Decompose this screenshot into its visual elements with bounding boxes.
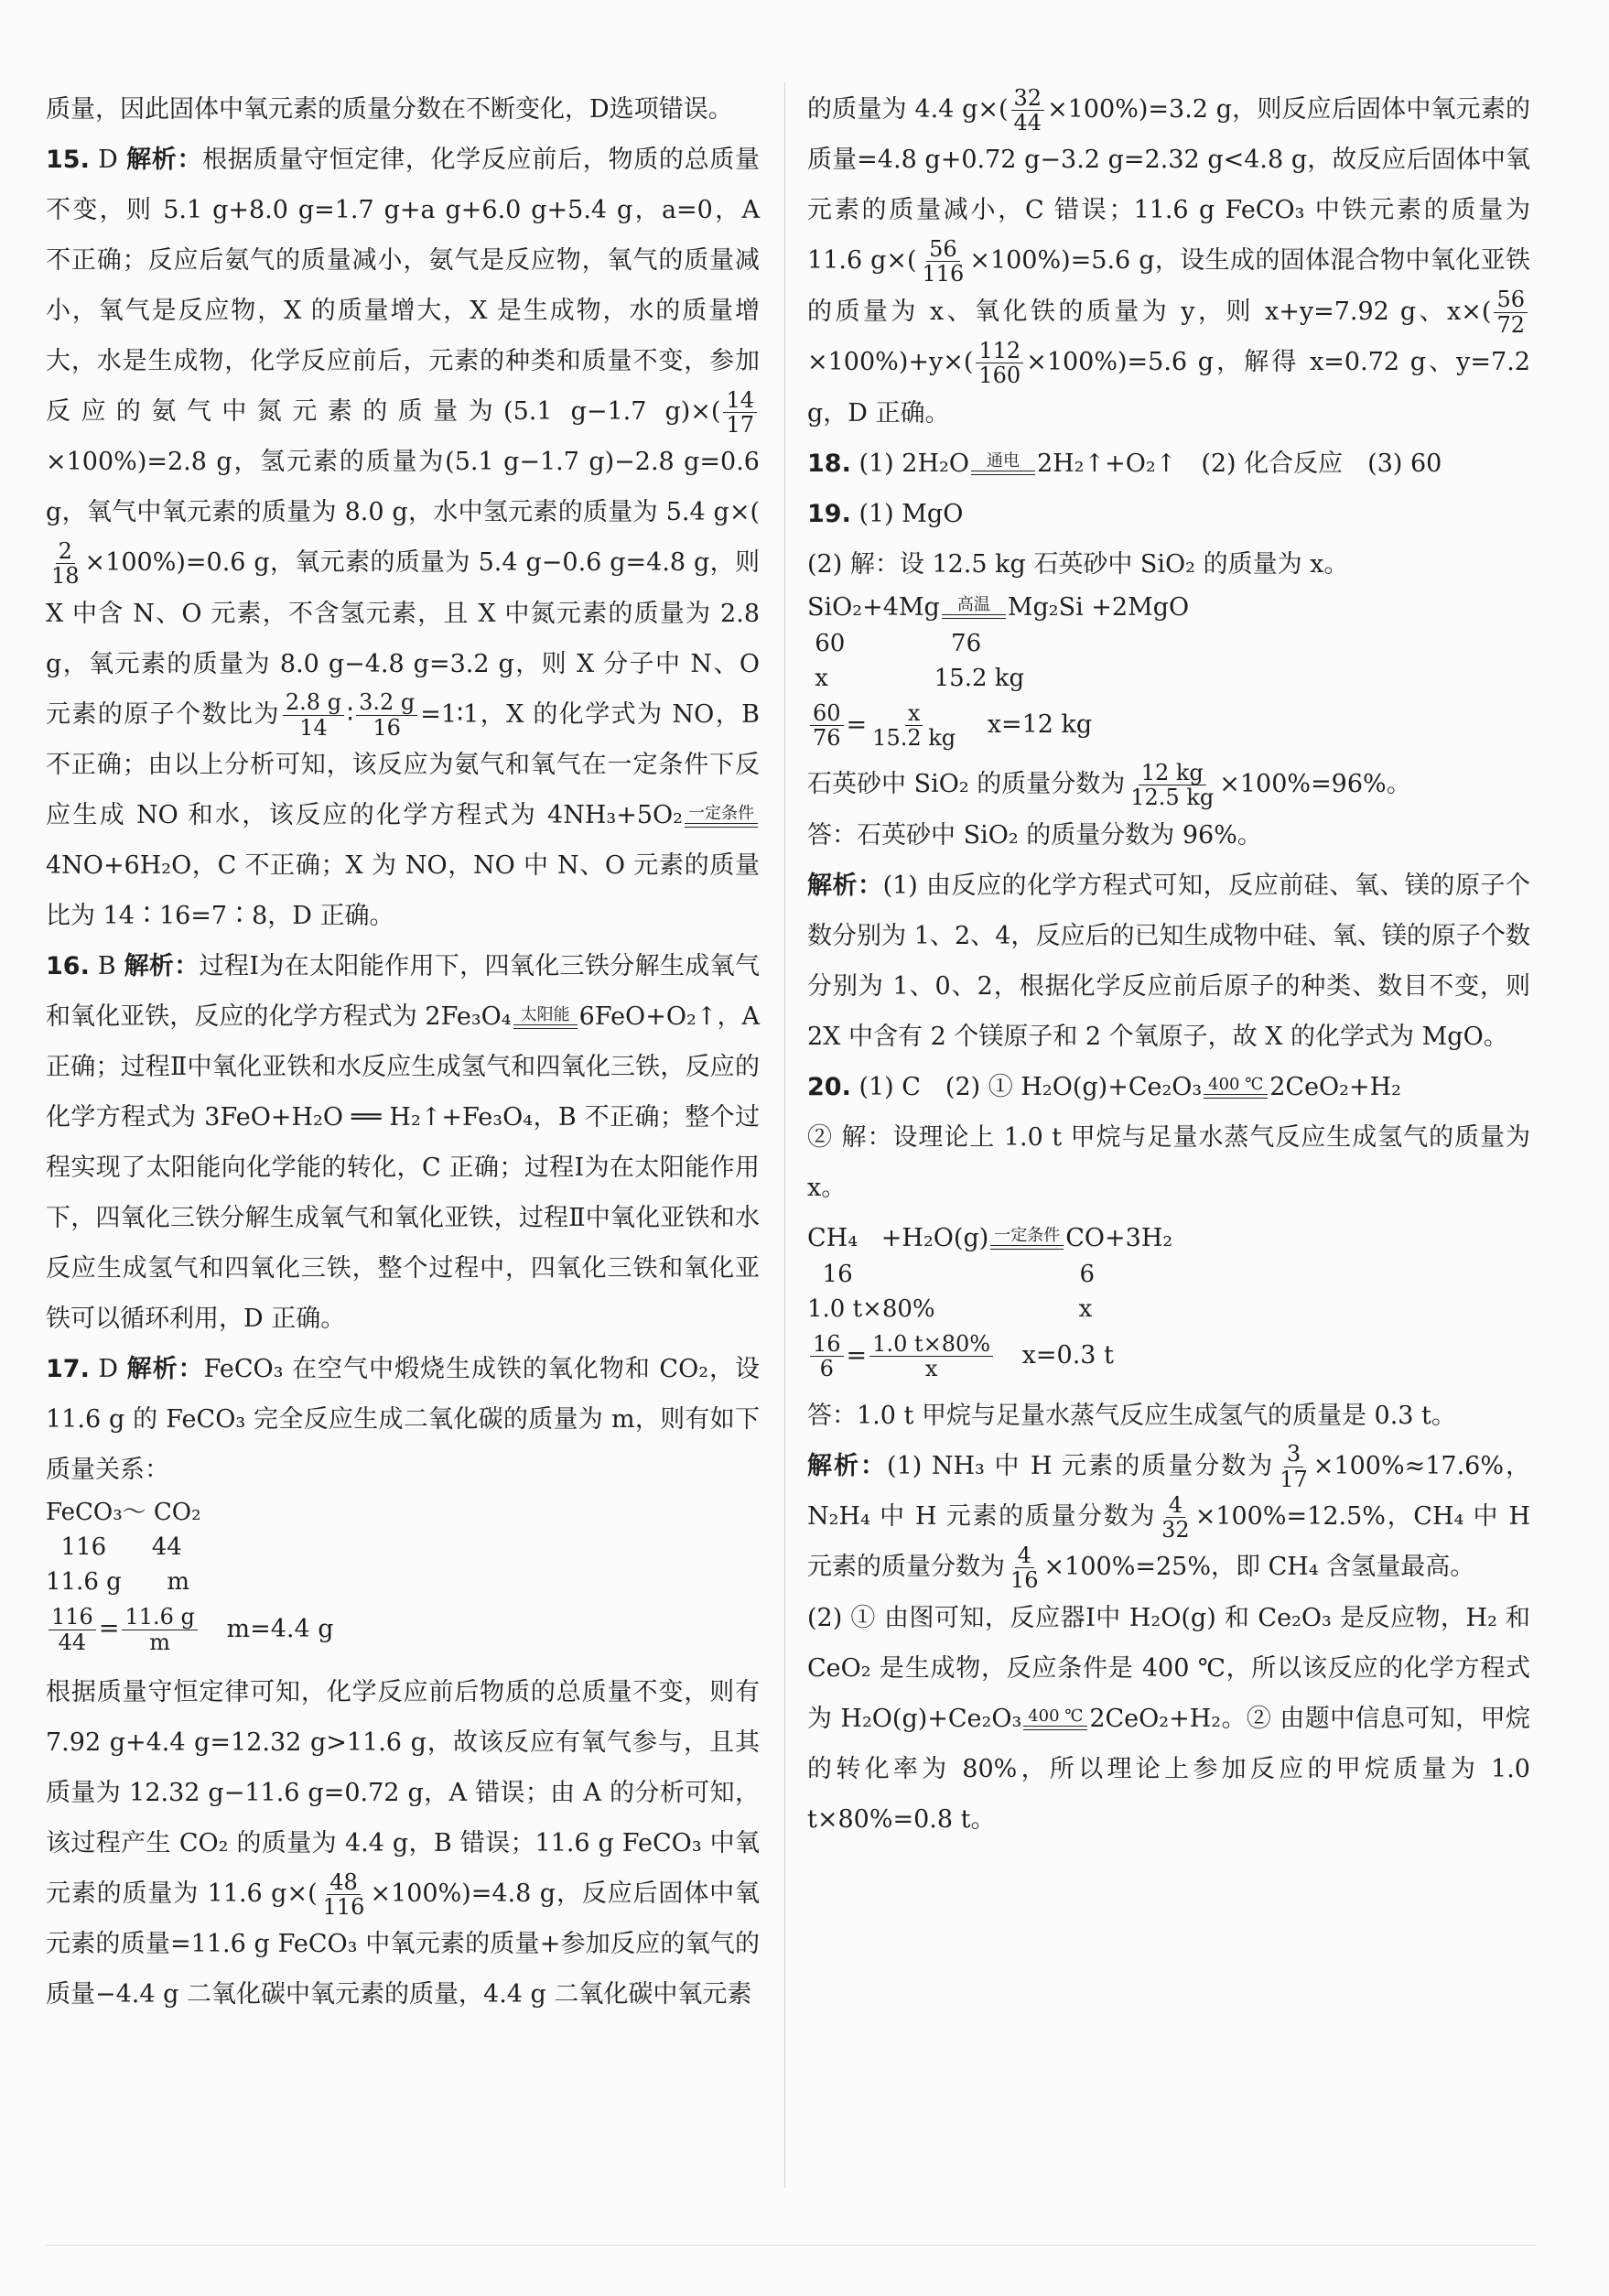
reaction-arrow: 一定条件 xyxy=(990,1228,1064,1250)
question-20-analysis-2: (2) ① 由图可知，反应器Ⅰ中 H₂O(g) 和 Ce₂O₃ 是反应物，H₂ 和 CeO₂ 是生成物，反应条件是 400 ℃，所以该反应的化学方程式为 H₂O(g)+Ce₂O₃ 400 ℃ 2CeO₂+H₂。② 由题中信息可知，甲烷的转化率为 80%，所以理论上参加反应的甲烷质量为 1.0 t×80%=0.8 t。 xyxy=(807,1603,1530,1834)
answer-choice: D xyxy=(98,146,118,174)
answer-choice: B xyxy=(97,952,116,981)
fraction: $\frac{2.8 g}{14}$ xyxy=(283,690,344,740)
analysis-tag: 解析： xyxy=(126,146,203,174)
mass-relation: FeCO₃～ CO₂ 116 44 11.6 g m xyxy=(46,1499,201,1597)
column-divider xyxy=(784,82,785,2188)
mass-relation: 16 6 1.0 t×80% x xyxy=(807,1260,1096,1323)
answer-choice: D xyxy=(98,1355,119,1384)
question-20: 20. (1) C (2) ① H₂O(g)+Ce₂O₃ 400 ℃ 2CeO₂+H₂ xyxy=(807,1072,1402,1101)
answer-line: 答：1.0 t 甲烷与足量水蒸气反应生成氢气的质量是 0.3 t。 xyxy=(807,1401,1456,1430)
mass-fraction-line: 石英砂中 SiO₂ 的质量分数为 $\frac{12 kg}{12.5 kg}$ ×100%=96%。 xyxy=(807,759,1411,811)
question-16: 16. B 解析：过程Ⅰ为在太阳能作用下，四氧化三铁分解生成氧气和氧化亚铁，反应的化学方程式为 2Fe₃O₄ 太阳能 6FeO+O₂↑，A 正确；过程Ⅱ中氧化亚铁和水反应生成氢气和四氧化三铁，反应的化学方程式为 3FeO+H₂O ══ H₂↑+Fe₃O₄，B 不正确；整个过程实现了太阳能向化学能的转化，C 正确；过程Ⅰ为在太阳能作用下，四氧化三铁分解生成氧气和氧化亚铁，过程Ⅱ中氧化亚铁和水反应生成氢气和四氧化三铁，整个过程中，四氧化三铁和氧化亚铁可以循环利用，D 正确。 xyxy=(46,952,760,1334)
chemical-equation: SiO₂+4Mg 高温 Mg₂Si +2MgO xyxy=(807,592,1190,622)
ratio-equation: $\frac{116}{44}$ = $\frac{11.6 g}{m}$ m=4.4 g xyxy=(46,1605,760,1654)
answer-line: 答：石英砂中 SiO₂ 的质量分数为 96%。 xyxy=(807,820,1262,850)
question-19-analysis: 解析：(1) 由反应的化学方程式可知，反应前硅、氧、镁的原子个数分别为 1、2、4，反应后的已知生成物中硅、氧、镁的原子个数分别为 1、0、2，根据化学反应前后原子的种类、数目不变，则 2X 中含有 2 个镁原子和 2 个氧原子，故 X 的化学式为 MgO。 xyxy=(807,871,1531,1051)
question-number: 17. xyxy=(46,1355,90,1384)
chemical-equation: CH₄ +H₂O(g) 一定条件 CO+3H₂ xyxy=(807,1223,1173,1252)
fraction: $\frac{56}{116}$ xyxy=(922,236,965,287)
fraction: $\frac{56}{72}$ xyxy=(1494,287,1528,337)
question-20-analysis: 解析：(1) NH₃ 中 H 元素的质量分数为 $\frac{3}{17}$ ×100%≈17.6%，N₂H₄ 中 H 元素的质量分数为 $\frac{4}{32}$ ×100%=12.5%，CH₄ 中 H 元素的质量分数为 $\frac{4}{16}$ ×100%=25%，即 CH₄ 含氢量最高。 xyxy=(807,1441,1530,1594)
analysis-tag: 解析： xyxy=(124,952,200,981)
reaction-arrow: 高温 xyxy=(942,597,1006,619)
analysis-tag: 解析： xyxy=(807,871,883,900)
question-18: 18. (1) 2H₂O 通电 2H₂↑+O₂↑ (2) 化合反应 (3) 60 xyxy=(807,449,1442,478)
mass-relation: 60 76 x 15.2 kg xyxy=(815,629,1025,692)
right-column: 的质量为 4.4 g×( $\frac{32}{44}$ ×100%)=3.2 g，则反应后固体中氧元素的质量=4.8 g+0.72 g−3.2 g=2.32 g<4.8 g，故反应后固体中氧元素的质量减小，C 错误；11.6 g FeCO₃ 中铁元素的质量为 11.6 g×( $\frac{56}{116}$ ×100%)=5.6 g，设生成的固体混合物中氧化亚铁的质量为 x、氧化铁的质量为 y，则 x+y=7.92 g、x×( $\frac{56}{72}$ ×100%)+y×( $\frac{112}{160}$ ×100%)=5.6 g，解得 x=0.72 g、y=7.2 g，D 正确。 18. (1) 2H₂O 通电 2H₂↑+O₂↑ (2) 化合反应 (3) 60 19. (1) MgO (2) 解：设 12.5 kg 石英砂中 SiO₂ 的质量为 x。 SiO₂+4Mg 高温 Mg₂Si +2MgO 60 76 x 15.2 kg $\frac{60}{76}$ = $\frac{x}{15.2 kg}$ x=12 kg 石英砂中 SiO₂ 的质量分数为 $\frac{12 kg}{12.5 kg}$ ×100%=96%。 答：石英砂中 SiO₂ 的质量分数为 96%。 解析：(1) 由反应的化学方程式可知，反应前硅、氧、镁的原子个数分别为 1、2、4，反应后的已知生成物中硅、氧、镁的原子个数分别为 1、0、2，根据化学反应前后原子的种类、数目不变，则 2X 中含有 2 个镁原子和 2 个氧原子，故 X 的化学式为 MgO。 20. (1) C (2) ① H₂O(g)+Ce₂O₃ 400 ℃ 2CeO₂+H₂ ② 解：设理论上 1.0 t 甲烷与足量水蒸气反应生成氢气的质量为 x。 CH₄ +H₂O(g) 一定条件 CO+3H₂ 16 6 1.0 t×80% x $\frac{16}{6}$ = $\frac{1.0 t\times 80\%}{x}$ x=0.3 t 答：1.0 t 甲烷与足量水蒸气反应生成氢气的质量是 0.3 t。 解析：(1) NH₃ 中 H 元素的质量分数为 $\frac{3}{17}$ ×100%≈17.6%，N₂H₄ 中 H 元素的质量分数为 $\frac{4}{32}$ ×100%=12.5%，CH₄ 中 H 元素的质量分数为 $\frac{4}{16}$ ×100%=25%，即 CH₄ 含氢量最高。 (2) ① 由图可知，反应器Ⅰ中 H₂O(g) 和 Ce₂O₃ 是反应物，H₂ 和 CeO₂ 是生成物，反应条件是 400 ℃，所以该反应的化学方程式为 H₂O(g)+Ce₂O₃ 400 ℃ 2CeO₂+H₂。② 由题中信息可知，甲烷的转化率为 80%，所以理论上参加反应的甲烷质量为 1.0 t×80%=0.8 t。 xyxy=(807,84,1530,1845)
question-number: 19. xyxy=(807,499,851,528)
question-19: 19. (1) MgO xyxy=(807,499,964,528)
question-number: 15. xyxy=(46,146,90,174)
reaction-arrow: 400 ℃ xyxy=(1204,1077,1268,1099)
question-number: 20. xyxy=(807,1072,851,1101)
question-17: 17. D 解析：FeCO₃ 在空气中煅烧生成铁的氧化物和 CO₂，设 11.6 g 的 FeCO₃ 完全反应生成二氧化碳的质量为 m，则有如下质量关系： xyxy=(46,1355,761,1485)
question-17-tail: 的质量为 4.4 g×( $\frac{32}{44}$ ×100%)=3.2 g，则反应后固体中氧元素的质量=4.8 g+0.72 g−3.2 g=2.32 g<4.8 g，故反应后固体中氧元素的质量减小，C 错误；11.6 g FeCO₃ 中铁元素的质量为 11.6 g×( $\frac{56}{116}$ ×100%)=5.6 g，设生成的固体混合物中氧化亚铁的质量为 x、氧化铁的质量为 y，则 x+y=7.92 g、x×( $\frac{56}{72}$ ×100%)+y×( $\frac{112}{160}$ ×100%)=5.6 g，解得 x=0.72 g、y=7.2 g，D 正确。 xyxy=(807,84,1530,428)
reaction-arrow: 通电 xyxy=(971,453,1035,475)
left-column xyxy=(46,84,760,2020)
question-number: 16. xyxy=(46,952,90,981)
ratio-equation: $\frac{60}{76}$ = $\frac{x}{15.2 kg}$ x=12 kg xyxy=(807,701,1530,751)
footer-rule xyxy=(46,2245,1536,2246)
analysis-tag: 解析： xyxy=(126,1355,204,1384)
fraction: $\frac{3.2 g}{16}$ xyxy=(356,690,417,740)
question-15: 15. D 解析：根据质量守恒定律，化学反应前后，物质的总质量不变，则 5.1 g+8.0 g=1.7 g+a g+6.0 g+5.4 g，a=0，A 不正确；反应后氨气的质量减小，氨气是反应物，氧气的质量减小，氧气是反应物，X 的质量增大，X 是生成物，水的质量增大，水是生成物，化学反应前后，元素的种类和质量不变，参加反应的氨气中氮元素的质量为(5.1 g−1.7 g)×( $\frac{14}{17}$ ×100%)=2.8 g，氢元素的质量为(5.1 g−1.7 g)−2.8 g=0.6 g，氧气中氧元素的质量为 8.0 g，水中氢元素的质量为 5.4 g×( $\frac{2}{18}$ ×100%)=0.6 g，氧元素的质量为 5.4 g−0.6 g=4.8 g，则 X 中含 N、O 元素，不含氢元素，且 X 中氮元素的质量为 2.8 g，氧元素的质量为 8.0 g−4.8 g=3.2 g，则 X 分子中 N、O 元素的原子个数比为 $\frac{2.8 g}{14}$ ∶ $\frac{3.2 g}{16}$ =1∶1，X 的化学式为 NO，B 不正确；由以上分析可知，该反应为氨气和氧气在一定条件下反应生成 NO 和水，该反应的化学方程式为 4NH₃+5O₂ 一定条件 4NO+6H₂O，C 不正确；X 为 NO，NO 中 N、O 元素的质量比为 14∶16=7∶8，D 正确。 xyxy=(46,146,761,931)
reaction-arrow: 一定条件 xyxy=(685,806,758,828)
reaction-arrow: 太阳能 xyxy=(513,1007,578,1029)
fraction: $\frac{112}{160}$ xyxy=(976,339,1023,388)
ratio-equation: $\frac{16}{6}$ = $\frac{1.0 t\times 80\%}{x}$ x=0.3 t xyxy=(807,1332,1530,1381)
fraction: $\frac{14}{17}$ xyxy=(723,388,757,438)
fraction: $\frac{2}{18}$ xyxy=(51,538,80,590)
fraction: $\frac{48}{116}$ xyxy=(322,1868,365,1920)
continued-text: 质量，因此固体中氧元素的质量分数在不断变化，D选项错误。 xyxy=(46,95,733,124)
reaction-arrow: 400 ℃ xyxy=(1023,1708,1087,1730)
question-number: 18. xyxy=(807,449,851,478)
analysis-tag: 解析： xyxy=(807,1451,888,1480)
fraction: $\frac{32}{44}$ xyxy=(1011,86,1045,135)
question-17-continued: 根据质量守恒定律可知，化学反应前后物质的总质量不变，则有 7.92 g+4.4 g=12.32 g>11.6 g，故该反应有氧气参与，且其质量为 12.32 g−11.6 g=0.72 g，A 错误；由 A 的分析可知，该过程产生 CO₂ 的质量为 4.4 g，B 错误；11.6 g FeCO₃ 中氧元素的质量为 11.6 g×( $\frac{48}{116}$ ×100%)=4.8 g，反应后固体中氧元素的质量=11.6 g FeCO₃ 中氧元素的质量+参加反应的氧气的质量−4.4 g 二氧化碳中氧元素的质量，4.4 g 二氧化碳中氧元素 xyxy=(46,1677,760,2009)
